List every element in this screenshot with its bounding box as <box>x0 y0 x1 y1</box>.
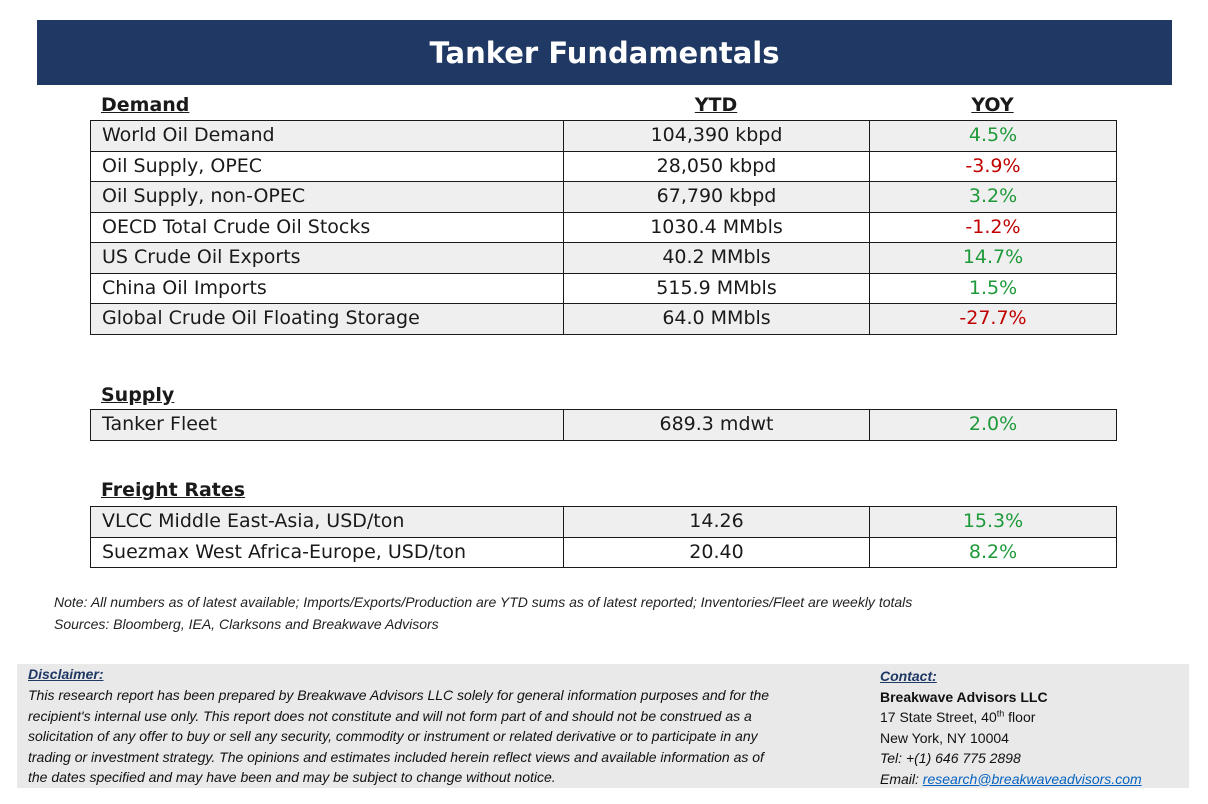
table-row <box>91 182 1117 213</box>
supply-table <box>90 409 1117 441</box>
address-line <box>880 707 1142 728</box>
ytd-column-header: YTD <box>694 94 738 116</box>
table-row <box>91 273 1117 304</box>
disclaimer-line: the dates specified and may have been and may be subject to change without notice. <box>28 769 556 785</box>
row-label: OECD Total Crude Oil Stocks <box>91 212 564 243</box>
yoy-change: 14.7% <box>870 243 1117 274</box>
freight-table <box>90 506 1117 568</box>
supply-heading: Supply <box>101 384 175 406</box>
yoy-change: -3.9% <box>870 151 1117 182</box>
yoy-change: 2.0% <box>870 410 1117 441</box>
contact-block <box>880 666 1142 789</box>
yoy-change: 4.5% <box>870 121 1117 152</box>
freight-heading: Freight Rates <box>101 479 246 501</box>
email-link[interactable]: research@breakwaveadvisors.com <box>922 770 1142 787</box>
disclaimer-line: trading or investment strategy. The opinions and estimates included herein reflect views and available information as of <box>28 748 764 765</box>
footer-panel <box>17 664 1189 788</box>
address-floor: floor <box>1004 709 1036 725</box>
ytd-value: 20.40 <box>564 537 870 568</box>
table-row <box>91 243 1117 274</box>
demand-table <box>90 120 1117 335</box>
ytd-value: 515.9 MMbls <box>564 273 870 304</box>
yoy-change: 15.3% <box>870 507 1117 538</box>
yoy-change: 1.5% <box>870 273 1117 304</box>
sources-note: Sources: Bloomberg, IEA, Clarksons and Breakwave Advisors <box>54 616 439 632</box>
disclaimer-line: recipient's internal use only. This report does not constitute and will not form part of and should not be construed as a <box>28 707 752 724</box>
disclaimer-line: This research report has been prepared by Breakwave Advisors LLC solely for general information purposes and for the <box>28 687 770 703</box>
address-street: 17 State Street, 40 <box>880 709 997 725</box>
ytd-value: 64.0 MMbls <box>564 304 870 335</box>
page-title: Tanker Fundamentals <box>429 35 780 70</box>
table-row <box>91 410 1117 441</box>
table-row <box>91 537 1117 568</box>
ytd-value: 689.3 mdwt <box>564 410 870 441</box>
ytd-value: 1030.4 MMbls <box>564 212 870 243</box>
firm-name: Breakwave Advisors LLC <box>880 688 1048 705</box>
ytd-value: 104,390 kbpd <box>564 121 870 152</box>
table-row <box>91 121 1117 152</box>
row-label: Oil Supply, non-OPEC <box>91 182 564 213</box>
yoy-column-header: YOY <box>971 94 1014 116</box>
address-ordinal: th <box>996 708 1005 719</box>
demand-heading: Demand <box>101 94 190 116</box>
disclaimer-line: solicitation of any offer to buy or sell any security, commodity or instrument or related derivative or to participate in any <box>28 728 758 744</box>
yoy-change: 3.2% <box>870 182 1117 213</box>
row-label: Global Crude Oil Floating Storage <box>91 304 564 335</box>
row-label: World Oil Demand <box>91 121 564 152</box>
row-label: Suezmax West Africa-Europe, USD/ton <box>91 537 564 568</box>
table-row <box>91 212 1117 243</box>
email-label: Email: <box>880 770 923 787</box>
table-row <box>91 507 1117 538</box>
table-row <box>91 151 1117 182</box>
city-line: New York, NY 10004 <box>880 729 1009 746</box>
supply-table-body <box>91 410 1117 441</box>
row-label: Tanker Fleet <box>91 410 564 441</box>
email-line <box>880 769 1142 790</box>
yoy-change: -27.7% <box>870 304 1117 335</box>
row-label: China Oil Imports <box>91 273 564 304</box>
yoy-change: 8.2% <box>870 537 1117 568</box>
freight-table-body <box>91 507 1117 568</box>
demand-table-body <box>91 121 1117 335</box>
ytd-value: 67,790 kbpd <box>564 182 870 213</box>
row-label: US Crude Oil Exports <box>91 243 564 274</box>
table-row <box>91 304 1117 335</box>
disclaimer-text <box>28 685 858 788</box>
title-banner <box>37 20 1172 85</box>
yoy-change: -1.2% <box>870 212 1117 243</box>
ytd-value: 14.26 <box>564 507 870 538</box>
ytd-value: 40.2 MMbls <box>564 243 870 274</box>
footnote: Note: All numbers as of latest available; Imports/Exports/Production are YTD sums as of latest reported; Inventories/Fleet are weekly totals <box>54 594 913 610</box>
phone-line: Tel: +(1) 646 775 2898 <box>880 750 1021 766</box>
ytd-value: 28,050 kbpd <box>564 151 870 182</box>
contact-heading: Contact: <box>880 668 937 684</box>
disclaimer-heading: Disclaimer: <box>28 666 104 682</box>
row-label: VLCC Middle East-Asia, USD/ton <box>91 507 564 538</box>
row-label: Oil Supply, OPEC <box>91 151 564 182</box>
